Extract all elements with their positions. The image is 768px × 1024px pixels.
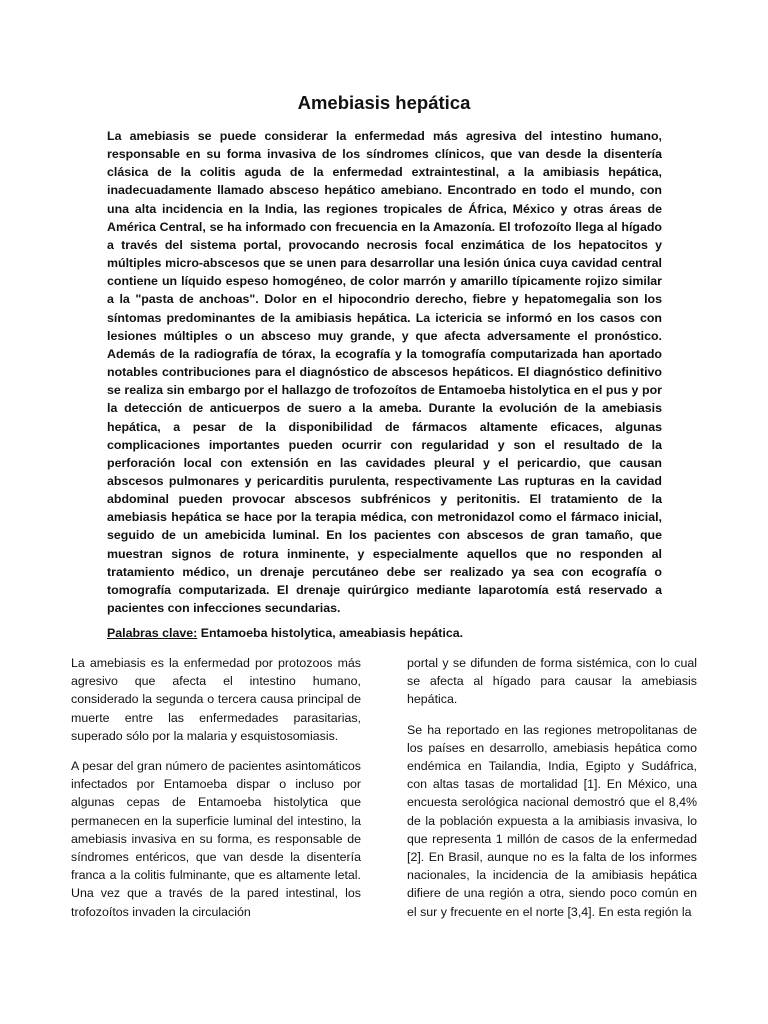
left-paragraph-2: A pesar del gran número de pacientes asintomáticos infectados por Entamoeba dispar o incluso por algunas cepas de Entamoeba histolytica que permanecen en la superficie luminal del intestino, la amebiasis invasiva en su forma, es responsable de síndromes entéricos, que van desde la disentería franca a la colitis fulminante, que es altamente letal. Una vez que a través de la pared intestinal, los trofozoítos invaden la circulación — [71, 759, 361, 919]
right-column — [407, 654, 697, 933]
keywords-line — [107, 626, 662, 640]
right-paragraph-2: Se ha reportado en las regiones metropolitanas de los países en desarrollo, amebiasis hepática como endémica en Tailandia, India, Egipto y Sudáfrica, con altas tasas de mortalidad [1]. En México, una encuesta serológica nacional demostró que el 8,4% de la población expuesta a la amibiasis invasiva, lo que representa 1 millón de casos de la enfermedad [2]. En Brasil, aunque no es la falta de los informes nacionales, la incidencia de la amibiasis hepática difiere de una región a otra, siendo poco común en el sur y frecuente en el norte [3,4]. En esta región la — [407, 722, 697, 919]
keywords-text: Entamoeba histolytica, ameabiasis hepática. — [197, 626, 464, 640]
abstract-paragraph: La amebiasis se puede considerar la enfermedad más agresiva del intestino humano, responsable en su forma invasiva de los síndromes clínicos, que van desde la disentería clásica de la colitis aguda de la enfermedad extraintestinal, a la amibiasis hepática, inadecuadamente llamado absceso hepático amebiano. Encontrado en todo el mundo, con una alta incidencia en la India, las regiones tropicales de África, México y otras áreas de América Central, se ha informado con frecuencia en la Amazonía. El trofozoíto llega al hígado a través del sistema portal, provocando necrosis focal enzimática de los hepatocitos y múltiples micro-abscesos que se unen para desarrollar una lesión única cuya cavidad central contiene un líquido espeso homogéneo, de color marrón y amarillo típicamente rojizo similar a la "pasta de anchoas". Dolor en el hipocondrio derecho, fiebre y hepatomegalia son los síntomas predominantes de la amibiasis hepática. La ictericia se informó en los casos con lesiones múltiples o un absceso muy grande, y que afecta adversamente el pronóstico. Además de la radiografía de tórax, la ecografía y la tomografía computarizada han aportado notables contribuciones para el diagnóstico de abscesos hepáticos. El diagnóstico definitivo se realiza sin embargo por el hallazgo de trofozoítos de Entamoeba histolytica en el pus y por la detección de anticuerpos de suero a la ameba. Durante la evolución de la amebiasis hepática, a pesar de la disponibilidad de fármacos altamente eficaces, algunas complicaciones importantes pueden ocurrir con regularidad y son el resultado de la perforación local con extensión en las cavidades pleural y el pericardio, que causan abscesos pulmonares y pericarditis purulenta, respectivamente Las rupturas en la cavidad abdominal pueden provocar abscesos subfrénicos y peritonitis. El tratamiento de la amebiasis hepática se hace por la terapia médica, con metronidazol como el fármaco inicial, seguido de un amebicida luminal. En los pacientes con abscesos de gran tamaño, que muestran signos de rotura inminente, y especialmente aquellos que no responden al tratamiento médico, un drenaje percutáneo debe ser realizado ya sea con ecografía o tomografía computarizada. El drenaje quirúrgico mediante laparotomía está reservado a pacientes con infecciones secundarias. — [107, 129, 662, 616]
left-column — [71, 654, 361, 933]
right-paragraph-1: portal y se difunden de forma sistémica, con lo cual se afecta al hígado para causar la amebiasis hepática. — [407, 656, 697, 707]
keywords-label: Palabras clave: — [107, 626, 198, 640]
left-paragraph-1: La amebiasis es la enfermedad por protozoos más agresivo que afecta el intestino humano, considerado la segunda o tercera causa principal de muerte entre las enfermedades parasitarias, superado sólo por la malaria y esquistosomiasis. — [71, 656, 361, 743]
page-title: Amebiasis hepática — [297, 92, 471, 113]
